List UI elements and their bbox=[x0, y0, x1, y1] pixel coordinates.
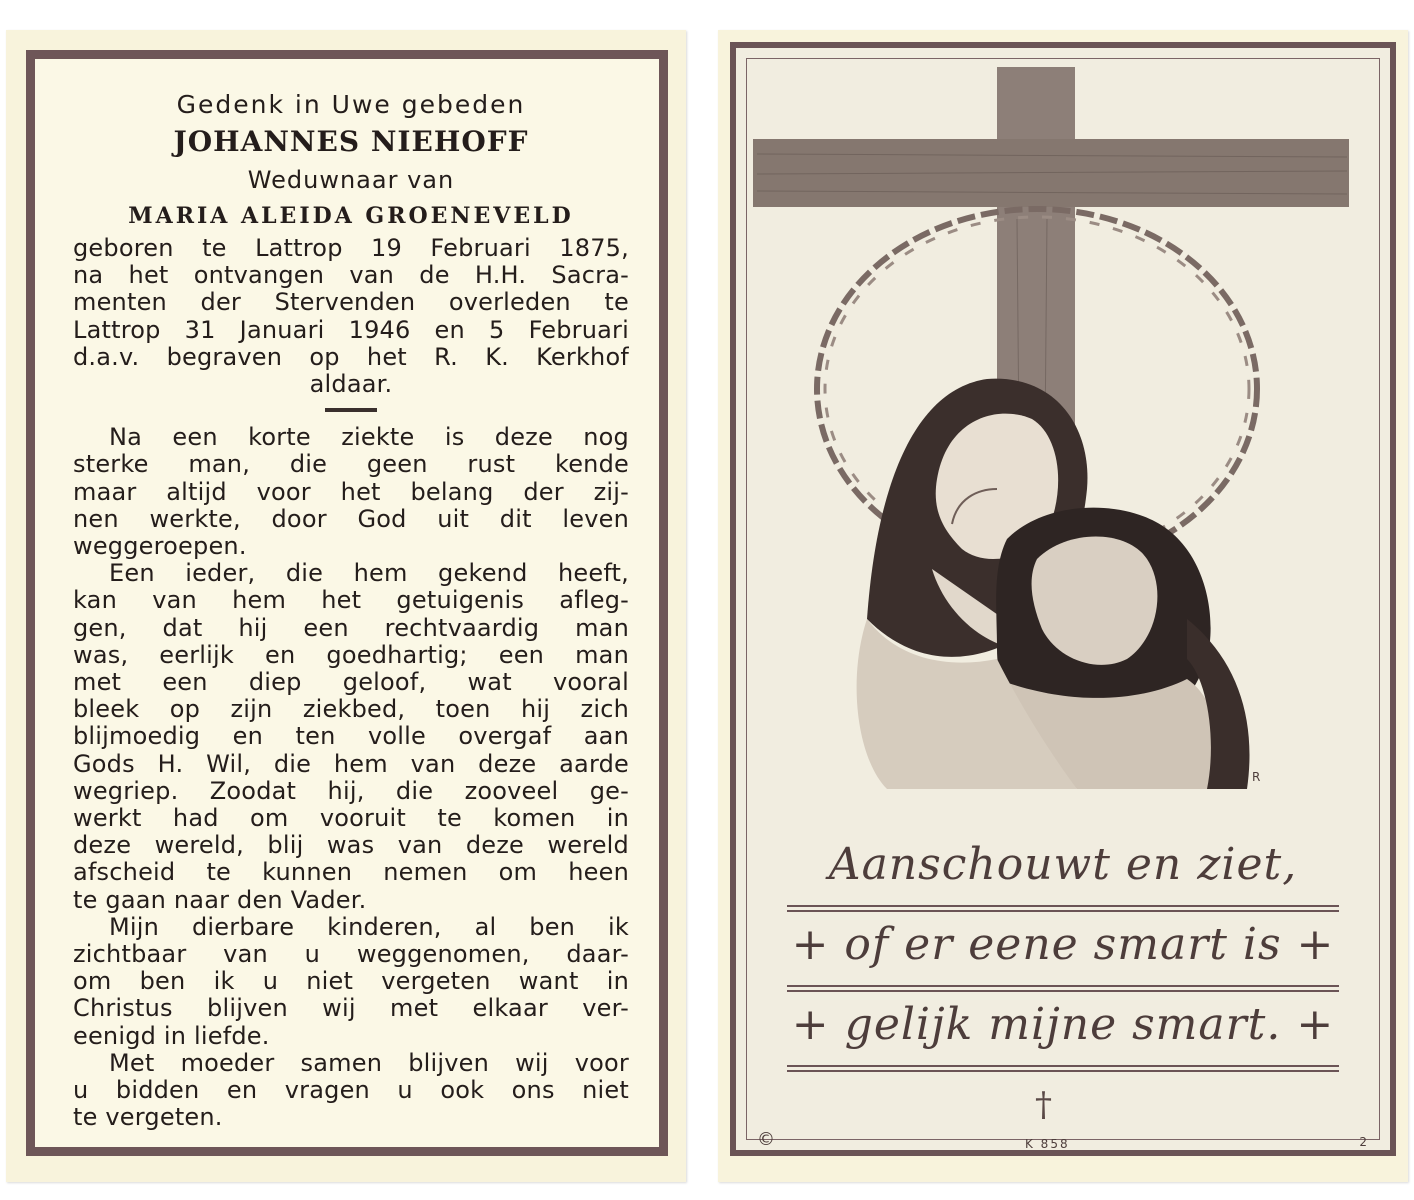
page-number: 2 bbox=[1359, 1135, 1369, 1149]
bio-line: Lattrop 31 Januari 1946 en 5 Februari bbox=[73, 316, 629, 344]
text-line: om ben ik u niet vergeten want in bbox=[73, 968, 629, 996]
verse-line-1: Aanschouwt en ziet, bbox=[828, 839, 1298, 890]
text-line: te gaan naar den Vader. bbox=[73, 886, 367, 914]
verse-line-3: + gelijk mijne smart. + bbox=[791, 999, 1335, 1050]
verse-rule bbox=[787, 985, 1339, 992]
bio-line: na het ontvangen van de H.H. Sacra- bbox=[73, 262, 629, 290]
right-card-border bbox=[730, 42, 1396, 1156]
text-line: weggeroepen. bbox=[73, 533, 247, 561]
text-line: Christus blijven wij met elkaar ver- bbox=[73, 995, 629, 1023]
text-line: Mijn dierbare kinderen, al ben ik bbox=[109, 913, 629, 941]
text-line: afscheid te kunnen nemen om heen bbox=[73, 859, 629, 887]
widower-line: Weduwnaar van bbox=[247, 166, 455, 194]
text-line: sterke man, die geen rust kende bbox=[73, 451, 629, 479]
text-line: bleek op zijn ziekbed, toen hij zich bbox=[73, 696, 629, 724]
text-line: wegriep. Zoodat hij, die zooveel ge- bbox=[73, 777, 629, 805]
bio-block bbox=[73, 235, 629, 398]
divider bbox=[325, 408, 377, 412]
catalog-number: K 858 bbox=[1025, 1137, 1070, 1151]
verse-line-2: + of er eene smart is + bbox=[791, 919, 1335, 970]
card-text bbox=[73, 89, 629, 1132]
text-line: Na een korte ziekte is deze nog bbox=[109, 424, 629, 452]
bio-line: geboren te Lattrop 19 Februari 1875, bbox=[73, 235, 629, 262]
left-card-border bbox=[26, 50, 668, 1156]
verse-rule bbox=[787, 1065, 1339, 1072]
right-image-card bbox=[718, 30, 1408, 1182]
deceased-name: JOHANNES NIEHOFF bbox=[173, 125, 529, 158]
text-line: was, eerlijk en goedhartig; een man bbox=[73, 641, 629, 669]
text-line: werkt had om vooruit te komen in bbox=[73, 805, 629, 833]
bio-line: menten der Stervenden overleden te bbox=[73, 289, 629, 317]
right-card-inner-border bbox=[746, 58, 1380, 1151]
text-line: Een ieder, die hem gekend heeft, bbox=[109, 560, 629, 588]
spouse-name: MARIA ALEIDA GROENEVELD bbox=[128, 203, 574, 229]
bio-line: d.a.v. begraven op het R. K. Kerkhof bbox=[73, 343, 629, 371]
text-line: maar altijd voor het belang der zij- bbox=[73, 478, 629, 506]
text-line: met een diep geloof, wat vooral bbox=[73, 669, 629, 697]
text-line: te vergeten. bbox=[73, 1104, 223, 1132]
text-line: blijmoedig en ten volle overgaf aan bbox=[73, 723, 629, 751]
text-line: nen werkte, door God uit dit leven bbox=[73, 505, 629, 533]
intro-line: Gedenk in Uwe gebeden bbox=[176, 90, 526, 119]
text-line: zichtbaar van u weggenomen, daar- bbox=[73, 941, 629, 969]
pieta-artwork bbox=[747, 59, 1367, 839]
bio-line: aldaar. bbox=[309, 371, 393, 399]
copyright-mark: © bbox=[757, 1129, 777, 1150]
text-line: Gods H. Wil, die hem van deze aarde bbox=[73, 750, 629, 778]
left-prayer-card bbox=[6, 30, 686, 1182]
text-line: Met moeder samen blijven wij voor bbox=[109, 1049, 629, 1077]
cross-monogram-icon: † bbox=[1035, 1085, 1052, 1125]
artist-mark: R bbox=[1252, 770, 1261, 784]
paragraph-3 bbox=[73, 914, 629, 1050]
text-line: gen, dat hij een rechtvaardig man bbox=[73, 614, 629, 642]
text-line: deze wereld, blij was van deze wereld bbox=[73, 832, 629, 860]
text-line: eenigd in liefde. bbox=[73, 1022, 270, 1050]
verse-rule bbox=[787, 905, 1339, 912]
text-line: u bidden en vragen u ook ons niet bbox=[73, 1077, 629, 1105]
paragraph-2 bbox=[73, 560, 629, 914]
paragraph-4 bbox=[73, 1050, 629, 1132]
text-line: kan van hem het getuigenis afleg- bbox=[73, 587, 629, 615]
paragraph-1 bbox=[73, 424, 629, 560]
